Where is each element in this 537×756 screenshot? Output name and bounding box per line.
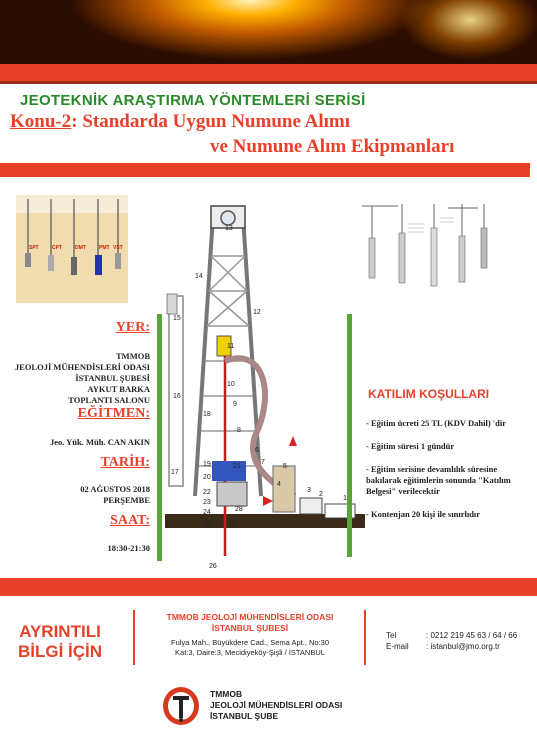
insitu-tests-illustration [16, 195, 128, 303]
svg-text:1: 1 [343, 495, 347, 502]
svg-text:3: 3 [307, 487, 311, 494]
tag-pmt: PMT [99, 245, 110, 251]
bottom-red-band [0, 578, 537, 596]
time-value: 18:30-21:30 [107, 543, 150, 553]
jmo-logo-icon [162, 686, 200, 726]
address-line: Kat:3, Daire:3, Mecidiyeköy-Şişli / İSTANBUL [175, 648, 325, 657]
topic-title-1: : Standarda Uygun Numune Alımı [71, 111, 350, 132]
trainer-label: EĞİTMEN: [77, 406, 150, 421]
footer-divider-left [133, 610, 135, 665]
topic-line-1 [10, 111, 350, 133]
svg-text:7: 7 [261, 459, 265, 466]
org-name [140, 612, 360, 634]
phone-value[interactable]: : 0212 219 45 63 / 64 / 66 [426, 631, 518, 640]
svg-text:14: 14 [195, 273, 203, 280]
sun-glow [400, 0, 537, 60]
condition-item: - Eğitim ücreti 25 TL (KDV Dahil) 'dir [366, 418, 507, 428]
address [140, 638, 360, 658]
svg-text:28: 28 [235, 506, 243, 513]
svg-text:16: 16 [173, 393, 181, 400]
logo-line: TMMOB [210, 689, 243, 699]
date-text [0, 484, 150, 506]
top-dark-band [0, 81, 537, 84]
svg-text:23: 23 [203, 499, 211, 506]
phone-row [386, 630, 517, 641]
date-line: 02 AĞUSTOS 2018 [80, 484, 150, 494]
svg-text:8: 8 [237, 427, 241, 434]
logo-line: İSTANBUL ŞUBE [210, 711, 279, 721]
more-info-line: BİLGİ İÇİN [18, 642, 103, 661]
svg-text:26: 26 [209, 563, 217, 570]
venue-line: TMMOB [116, 351, 150, 361]
org-line: TMMOB JEOLOJİ MÜHENDİSLERİ ODASI [166, 612, 334, 622]
series-title: JEOTEKNİK ARAŞTIRMA YÖNTEMLERİ SERİSİ [20, 92, 366, 109]
svg-text:12: 12 [253, 309, 261, 316]
drilling-rig-illustration [165, 196, 365, 576]
svg-text:4: 4 [277, 481, 281, 488]
svg-text:19: 19 [203, 461, 211, 468]
svg-text:17: 17 [171, 469, 179, 476]
topic-line-2: ve Numune Alım Ekipmanları [210, 136, 455, 157]
venue-line: İSTANBUL ŞUBESİ [75, 373, 150, 383]
condition-item: - Kontenjan 20 kişi ile sınırlıdır [366, 509, 481, 519]
org-line: İSTANBUL ŞUBESİ [211, 623, 289, 633]
svg-text:18: 18 [203, 411, 211, 418]
time-label: SAAT: [110, 513, 150, 528]
middle-red-band [0, 163, 530, 177]
svg-text:10: 10 [227, 381, 235, 388]
email-row [386, 641, 517, 652]
svg-text:2: 2 [319, 491, 323, 498]
venue-line: AYKUT BARKA [87, 384, 150, 394]
conditions-list [366, 418, 534, 532]
condition-item: - Eğitim süresi 1 gündür [366, 441, 455, 451]
more-info-heading [18, 622, 102, 662]
svg-text:22: 22 [203, 489, 211, 496]
logo-text [210, 689, 342, 722]
venue-text [0, 351, 150, 406]
contact-info [386, 630, 517, 652]
condition-item: - Eğitim serisine devamlılık süresine bakılarak eğitimlerin sonunda "Katılım Belgesi" verilecektir [366, 464, 511, 496]
venue-line: TOPLANTI SALONU [68, 395, 150, 405]
date-label: TARİH: [100, 455, 150, 470]
svg-text:24: 24 [203, 509, 211, 516]
venue-line: JEOLOJİ MÜHENDİSLERİ ODASI [14, 362, 150, 372]
email-label: E-mail [386, 642, 409, 651]
tag-dmt: DMT [75, 245, 86, 251]
svg-text:27: 27 [229, 521, 237, 528]
tag-vst: VST [113, 245, 123, 251]
svg-text:20: 20 [203, 474, 211, 481]
phone-label: Tel [386, 631, 397, 640]
top-red-band [0, 64, 537, 81]
tag-cpt: CPT [52, 245, 62, 251]
trainer-name: Jeo. Yük. Müh. CAN AKIN [49, 437, 150, 447]
left-green-divider [157, 314, 162, 561]
samplers-illustration [358, 198, 498, 298]
svg-text:6: 6 [255, 447, 259, 454]
right-green-divider [347, 314, 352, 557]
tag-spt: SPT [29, 245, 39, 251]
address-line: Fulya Mah., Büyükdere Cad., Sema Apt., No:30 [171, 638, 329, 647]
conditions-title: KATILIM KOŞULLARI [368, 387, 490, 401]
svg-text:11: 11 [227, 343, 235, 350]
email-value[interactable]: : istanbul@jmo.org.tr [426, 642, 500, 651]
more-info-line: AYRINTILI [19, 622, 101, 641]
footer-divider-right [364, 610, 366, 665]
svg-text:15: 15 [173, 315, 181, 322]
logo-line: JEOLOJİ MÜHENDİSLERİ ODASI [210, 700, 343, 710]
topic-prefix: Konu-2 [10, 111, 72, 132]
svg-text:21: 21 [233, 463, 241, 470]
sunrise-banner [0, 0, 537, 64]
svg-text:5: 5 [283, 463, 287, 470]
svg-text:25: 25 [203, 521, 211, 528]
venue-label: YER: [115, 320, 150, 335]
day-line: PERŞEMBE [103, 495, 150, 505]
svg-text:9: 9 [233, 401, 237, 408]
svg-text:13: 13 [225, 225, 233, 232]
